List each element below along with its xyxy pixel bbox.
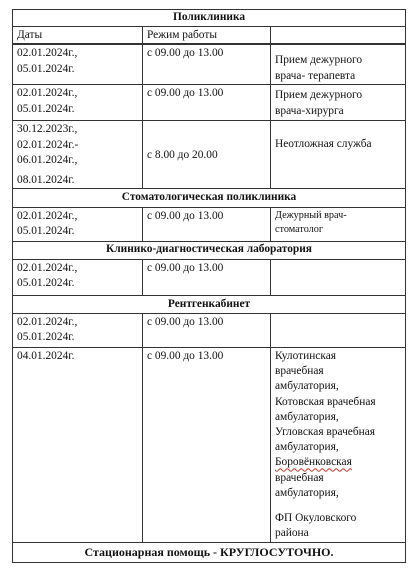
table-row [13, 207, 406, 241]
service-cell: Прием дежурного врача- терапевта [271, 44, 406, 85]
service-cell: Прием дежурного врача-хирурга [271, 85, 406, 121]
dates-cell: 02.01.2024г., 05.01.2024г. [13, 85, 143, 121]
dates-cell: 02.01.2024г., 05.01.2024г. [13, 259, 143, 295]
section-title-dental: Стоматологическая поликлиника [13, 189, 406, 207]
hours-cell: с 8.00 до 20.00 [143, 121, 271, 189]
service-cell [271, 259, 406, 295]
table-row [13, 44, 406, 85]
hours-cell: с 09.00 до 13.00 [143, 347, 271, 542]
dates-cell: 04.01.2024г. [13, 347, 143, 542]
table-row [13, 313, 406, 347]
dates-cell: 02.01.2024г., 05.01.2024г. [13, 44, 143, 85]
service-cell: Дежурный врач- стоматолог [271, 207, 406, 241]
service-cell: Кулотинская врачебная амбулатория, Котовская врачебная амбулатория, Угловская врачебная амбулатория, Боровёнковская врачебная амбулатория, ФП Окуловского района [271, 347, 406, 542]
section-title-polyclinic: Поликлиника [13, 10, 406, 27]
section-title-xray: Рентгенкабинет [13, 295, 406, 313]
column-header-service [271, 26, 406, 44]
column-header-hours: Режим работы [143, 26, 271, 44]
footer-inpatient-care: Стационарная помощь - КРУГЛОСУТОЧНО. [13, 542, 406, 562]
table-row [13, 121, 406, 189]
dates-cell: 02.01.2024г., 05.01.2024г. [13, 313, 143, 347]
hours-cell: с 09.00 до 13.00 [143, 259, 271, 295]
hours-cell: с 09.00 до 13.00 [143, 44, 271, 85]
holiday-schedule-document [12, 9, 405, 563]
table-row [13, 347, 406, 542]
hours-cell: с 09.00 до 13.00 [143, 85, 271, 121]
dates-cell: 30.12.2023г., 02.01.2024г.- 06.01.2024г., 08.01.2024г. [13, 121, 143, 189]
service-cell: Неотложная служба [271, 121, 406, 189]
table-row [13, 85, 406, 121]
dates-cell: 02.01.2024г., 05.01.2024г. [13, 207, 143, 241]
hours-cell: с 09.00 до 13.00 [143, 207, 271, 241]
hours-cell: с 09.00 до 13.00 [143, 313, 271, 347]
section-title-laboratory: Клинико-диагностическая лаборатория [13, 241, 406, 259]
table-row [13, 259, 406, 295]
schedule-table [12, 9, 406, 563]
column-header-dates: Даты [13, 26, 143, 44]
service-cell [271, 313, 406, 347]
